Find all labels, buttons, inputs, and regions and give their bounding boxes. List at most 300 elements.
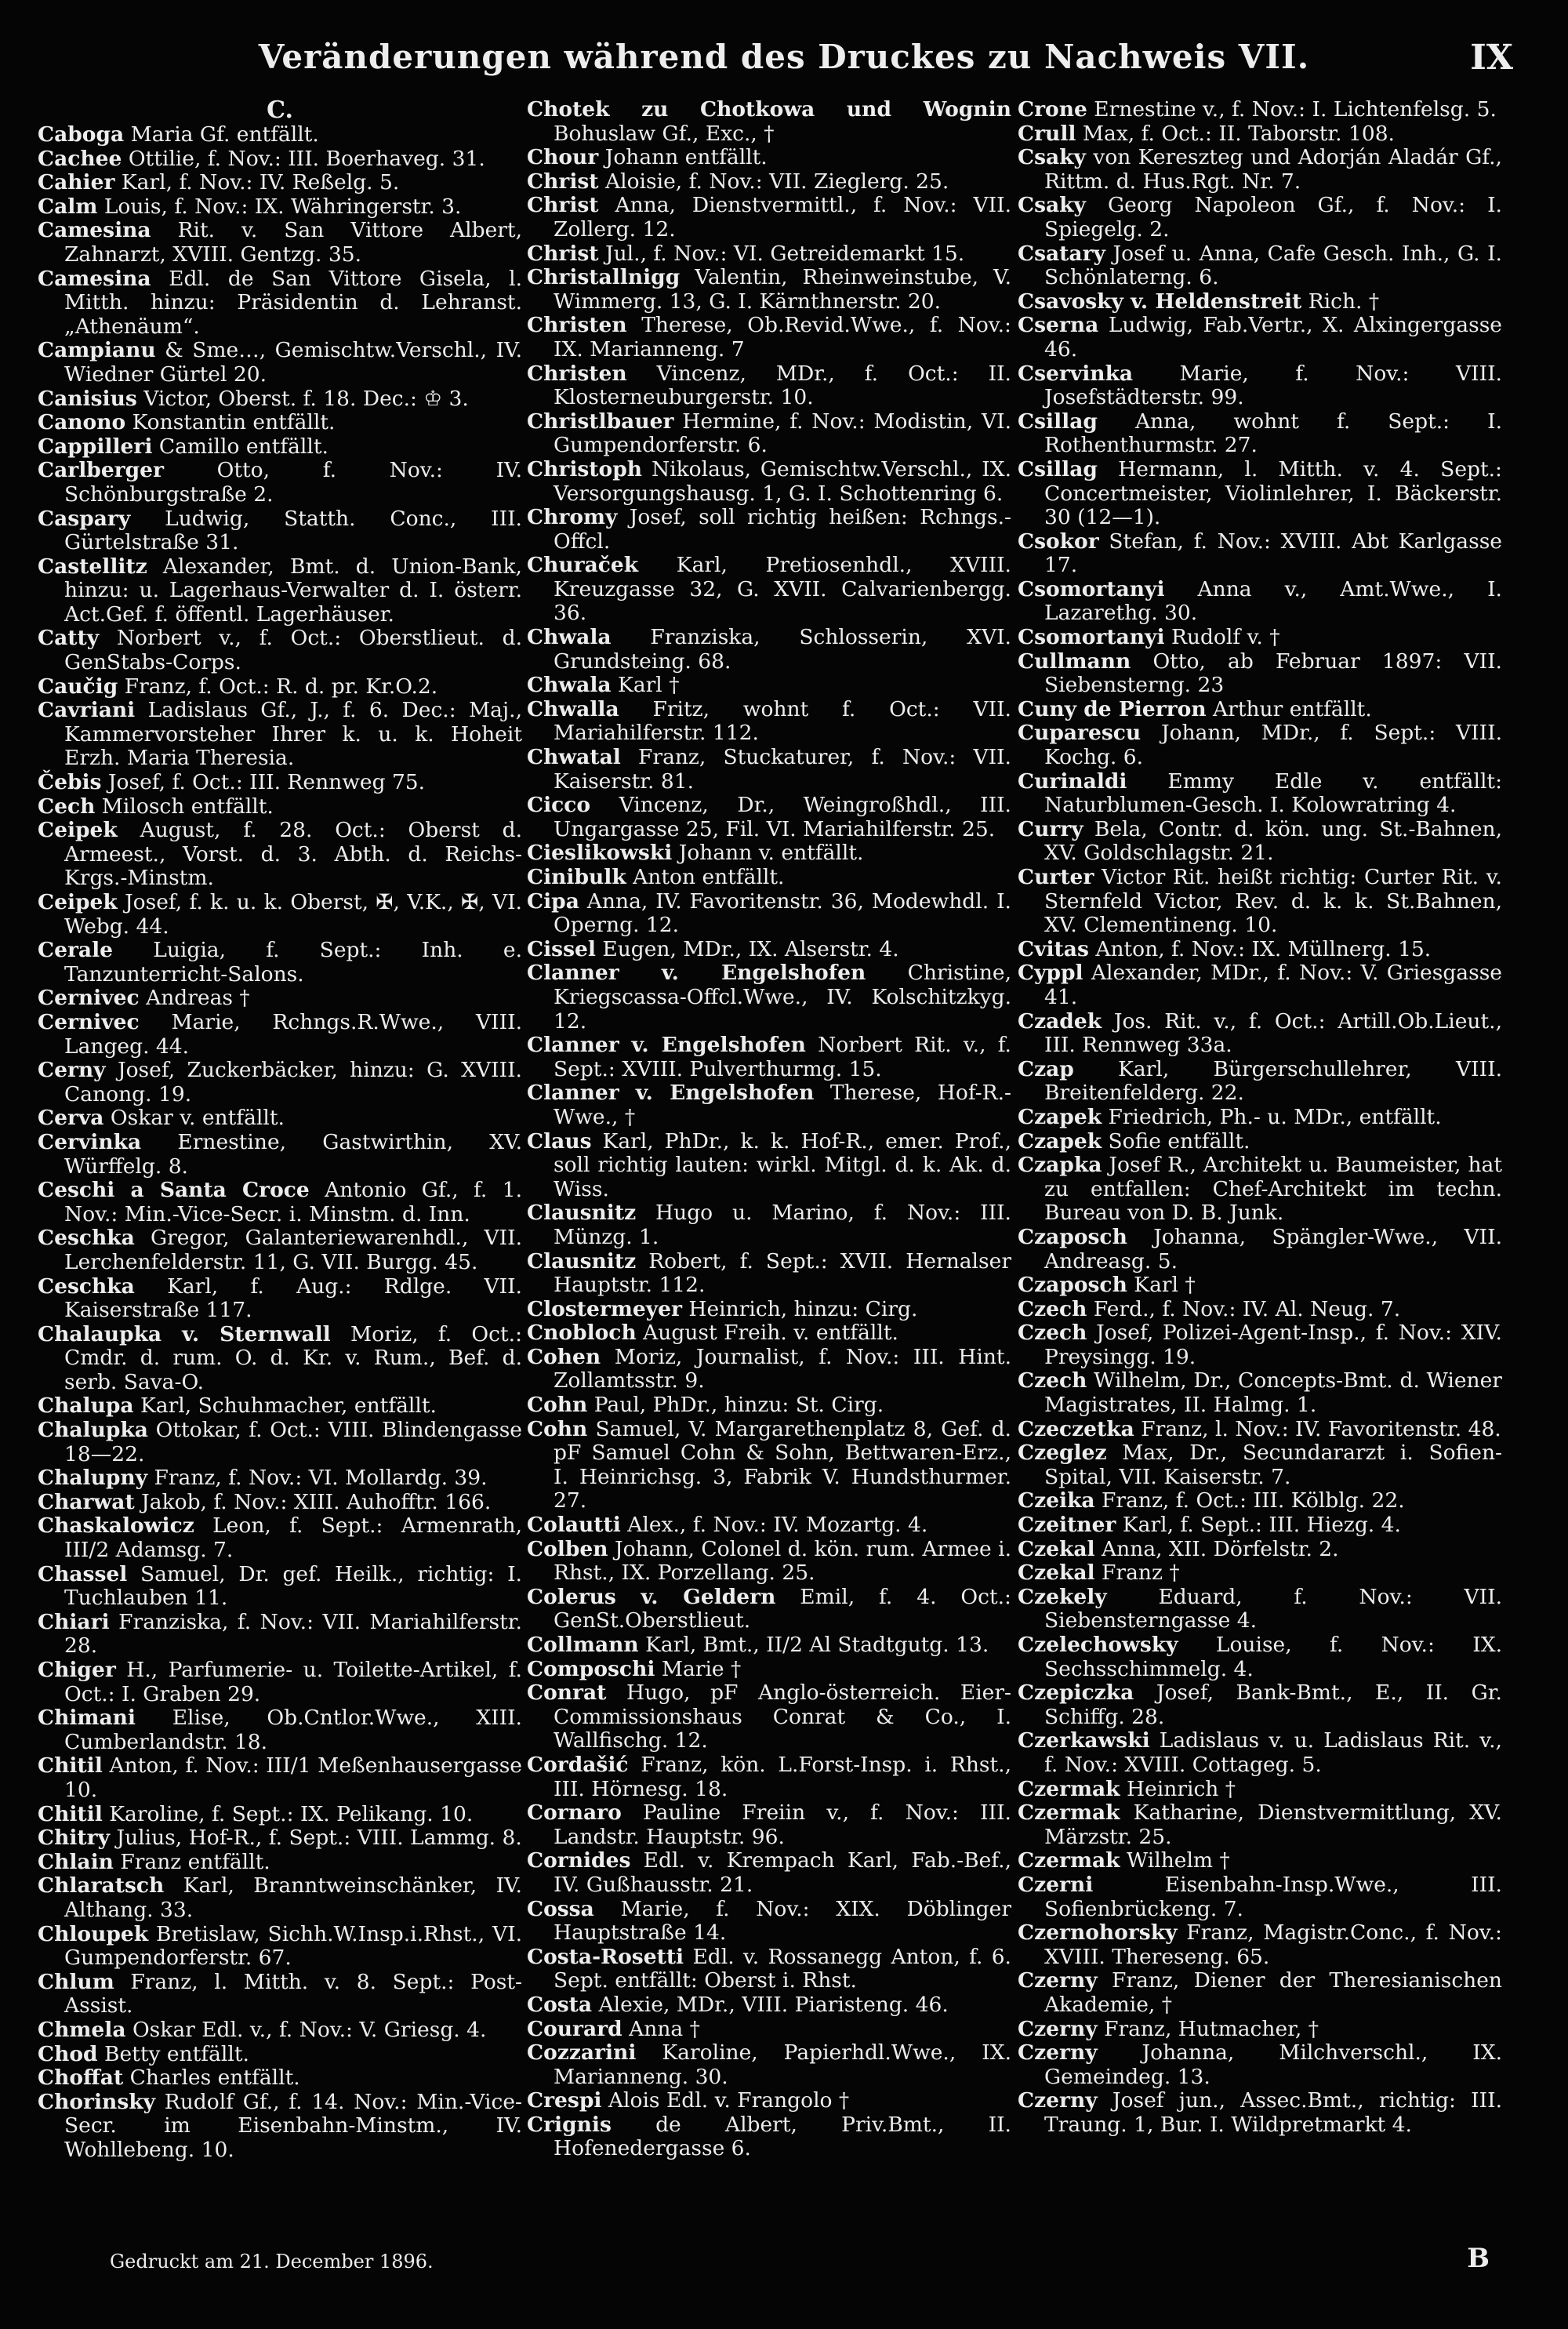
entry-name: Czeika xyxy=(1018,1488,1095,1513)
entry-name: Czerny xyxy=(1018,1968,1098,1993)
entry-name: Czap xyxy=(1018,1056,1074,1081)
directory-entry xyxy=(1018,1106,1502,1130)
entry-text: Ferd., f. Nov.: IV. Al. Neug. 7. xyxy=(1093,1296,1401,1321)
print-date: Gedruckt am 21. December 1896. xyxy=(110,2251,434,2273)
directory-entry xyxy=(527,2089,1011,2113)
directory-entry xyxy=(527,554,1011,626)
entry-name: Csavosky v. Heldenstreit xyxy=(1018,289,1302,314)
entry-text: Marie, Rchngs.R.Wwe., VIII. Langeg. 44. xyxy=(64,1009,522,1059)
entry-name: Czermak xyxy=(1018,1848,1120,1873)
entry-text: von Kereszteg und Adorján Aladár Gf., Rittm. d. Hus.Rgt. Nr. 7. xyxy=(1044,145,1502,194)
entry-text: Oskar Edl. v., f. Nov.: V. Griesg. 4. xyxy=(132,2017,487,2042)
entry-text: Johann, MDr., f. Sept.: VIII. Kochg. 6. xyxy=(1044,721,1502,770)
entry-name: Cvitas xyxy=(1018,936,1089,961)
entry-name: Canono xyxy=(38,410,126,435)
entry-name: Ceipek xyxy=(38,890,118,914)
entry-name: Cuny de Pierron xyxy=(1018,696,1207,721)
directory-entry xyxy=(1018,938,1502,962)
directory-entry xyxy=(527,1346,1011,1393)
entry-text: Eisenbahn-Insp.Wwe., III. Sofienbrückeng. 7. xyxy=(1044,1872,1502,1921)
entry-text: Josef, f. k. u. k. Oberst, ✠, V.K., ✠, VI. Webg. 44. xyxy=(64,890,522,939)
directory-entry xyxy=(38,339,522,387)
entry-name: Chotek zu Chotkowa und Wognin xyxy=(527,98,1011,122)
entry-text: Anna, XII. Dörfelstr. 2. xyxy=(1102,1536,1339,1561)
directory-entry xyxy=(38,123,522,147)
entry-text: Norbert v., f. Oct.: Oberstlieut. d. GenStabs-Corps. xyxy=(64,626,522,675)
directory-entry xyxy=(1018,530,1502,578)
directory-entry xyxy=(1018,146,1502,194)
entry-text: Hermine, f. Nov.: Modistin, VI. Gumpendorferstr. 6. xyxy=(554,409,1011,458)
entry-text: Louise, f. Nov.: IX. Sechsschimmelg. 4. xyxy=(1044,1633,1502,1681)
entry-name: Cozzarini xyxy=(527,2040,637,2066)
entry-name: Chimani xyxy=(38,1706,136,1731)
entry-text: Anna v., Amt.Wwe., I. Lazarethg. 30. xyxy=(1044,576,1502,626)
directory-entry xyxy=(38,267,522,340)
entry-name: Collmann xyxy=(527,1633,639,1657)
entry-name: Caspary xyxy=(38,506,131,531)
entry-text: Karl, PhDr., k. k. Hof-R., emer. Prof., soll richtig lauten: wirkl. Mitgl. d. k. Ak. d. Wiss. xyxy=(554,1128,1011,1201)
entry-name: Castellitz xyxy=(38,554,147,579)
entry-text: Josef, soll richtig heißen: Rchngs.-Offcl. xyxy=(554,505,1011,554)
directory-entry xyxy=(527,1034,1011,1081)
entry-name: Clausnitz xyxy=(527,1201,637,1226)
directory-entry xyxy=(527,1993,1011,2018)
directory-entry xyxy=(38,1826,522,1851)
entry-name: Chour xyxy=(527,145,599,170)
entry-text: Bretislaw, Sichh.W.Insp.i.Rhst., VI. Gumpendorferstr. 67. xyxy=(64,1921,522,1971)
entry-text: Norbert Rit. v., f. Sept.: XVIII. Pulverthurmg. 15. xyxy=(554,1033,1011,1081)
directory-entry xyxy=(1018,961,1502,1009)
entry-text: Hermann, l. Mitth. v. 4. Sept.: Concertmeister, Violinlehrer, I. Bäckerstr. 30 (12—1). xyxy=(1044,456,1502,530)
entry-text: Camillo entfällt. xyxy=(158,434,328,459)
directory-entry xyxy=(1018,1681,1502,1729)
entry-name: Csokor xyxy=(1018,529,1099,554)
entry-text: Georg Napoleon Gf., f. Nov.: I. Spiegelg. 2. xyxy=(1044,193,1502,242)
directory-entry xyxy=(38,2018,522,2043)
entry-name: Caučig xyxy=(38,674,118,699)
entry-text: & Sme…, Gemischtw.Verschl., IV. Wiedner Gürtel 20. xyxy=(64,338,522,387)
entry-name: Czapek xyxy=(1018,1104,1102,1129)
entry-name: Czech xyxy=(1018,1296,1087,1321)
entry-name: Cohn xyxy=(527,1416,588,1441)
entry-name: Curter xyxy=(1018,865,1094,889)
entry-text: Franz † xyxy=(1102,1561,1180,1586)
entry-name: Cerale xyxy=(38,938,114,963)
entry-name: Ceschka xyxy=(38,1226,135,1251)
entry-name: Cech xyxy=(38,794,96,819)
entry-name: Cachee xyxy=(38,146,122,171)
entry-text: Rudolf v. † xyxy=(1171,625,1280,650)
directory-entry xyxy=(1018,770,1502,818)
directory-entry xyxy=(527,1201,1011,1249)
entry-name: Cissel xyxy=(527,936,596,961)
entry-text: Josef, f. Oct.: III. Rennweg 75. xyxy=(107,770,426,795)
directory-entry xyxy=(527,794,1011,841)
directory-entry xyxy=(527,146,1011,170)
page-number: IX xyxy=(1470,38,1513,78)
directory-entry xyxy=(1018,866,1502,938)
entry-name: Chalaupka v. Sternwall xyxy=(38,1321,331,1346)
entry-text: Valentin, Rheinweinstube, V. Wimmerg. 13, G. I. Kärnthnerstr. 20. xyxy=(554,265,1011,314)
directory-entry xyxy=(38,819,522,891)
directory-entry xyxy=(1018,698,1502,722)
directory-entry xyxy=(1018,1298,1502,1322)
directory-entry xyxy=(1018,242,1502,290)
entry-name: Cernivec xyxy=(38,986,140,1011)
entry-name: Czepiczka xyxy=(1018,1680,1134,1706)
entry-text: Victor Rit. heißt richtig: Curter Rit. v. Sternfeld Victor, Rev. d. k. k. St.Bahnen, XV. Clementineng. 10. xyxy=(1044,865,1502,938)
entry-name: Christen xyxy=(527,361,627,386)
entry-text: Moriz, Journalist, f. Nov.: III. Hint. Zollamtsstr. 9. xyxy=(554,1344,1011,1393)
entry-text: Karl, Pretiosenhdl., XVIII. Kreuzgasse 32, G. XVII. Calvarienbergg. 36. xyxy=(554,553,1011,626)
entry-name: Cuparescu xyxy=(1018,721,1142,746)
signature-mark: B xyxy=(1467,2243,1490,2274)
entry-text: Milosch entfällt. xyxy=(101,794,274,819)
entry-text: Franziska, Schlosserin, XVI. Grundsteing. 68. xyxy=(554,625,1011,674)
entry-name: Cerny xyxy=(38,1058,106,1083)
directory-entry xyxy=(38,1659,522,1706)
entry-name: Czeitner xyxy=(1018,1513,1116,1538)
directory-entry xyxy=(1018,1921,1502,1969)
directory-entry xyxy=(38,1874,522,1922)
entry-name: Csaky xyxy=(1018,193,1086,218)
entry-name: Chwala xyxy=(527,625,612,650)
directory-entry xyxy=(1018,122,1502,147)
directory-entry xyxy=(38,2091,522,2163)
entry-text: Luigia, f. Sept.: Inh. e. Tanzunterricht-Salons. xyxy=(64,938,522,986)
directory-entry xyxy=(38,891,522,939)
entry-name: Cappilleri xyxy=(38,434,153,459)
directory-entry xyxy=(1018,1849,1502,1873)
directory-entry xyxy=(1018,1561,1502,1586)
entry-text: Vincenz, MDr., f. Oct.: II. Klosterneuburgerstr. 10. xyxy=(554,361,1011,410)
entry-text: Bohuslaw Gf., Exc., † xyxy=(554,121,775,146)
entry-text: August Freih. v. entfällt. xyxy=(643,1321,898,1346)
directory-entry xyxy=(38,771,522,795)
entry-text: Therese, Ob.Revid.Wwe., f. Nov.: IX. Marianneng. 7 xyxy=(554,313,1011,362)
entry-name: Cossa xyxy=(527,1896,594,1921)
entry-text: Rudolf Gf., f. 14. Nov.: Min.-Vice-Secr. im Eisenbahn-Minstm., IV. Wohllebeng. 10. xyxy=(64,2089,522,2162)
entry-name: Csomortanyi xyxy=(1018,576,1165,601)
entry-name: Choffat xyxy=(38,2066,124,2091)
directory-entry xyxy=(1018,1873,1502,1921)
entry-text: Andreas † xyxy=(146,986,250,1011)
page-footer xyxy=(47,2235,1521,2282)
entry-name: Composchi xyxy=(527,1656,655,1681)
entry-name: Czerny xyxy=(1018,2088,1098,2113)
entry-text: Anna, wohnt f. Sept.: I. Rothenthurmstr. 27. xyxy=(1044,409,1502,458)
directory-entry xyxy=(1018,1513,1502,1538)
entry-name: Ceipek xyxy=(38,818,118,843)
entry-text: Betty entfällt. xyxy=(104,2041,249,2066)
entry-text: Franziska, f. Nov.: VII. Mariahilferstr. 28. xyxy=(64,1609,522,1659)
directory-entry xyxy=(38,1563,522,1611)
directory-entry xyxy=(38,1419,522,1466)
entry-name: Chlain xyxy=(38,1849,114,1874)
entry-text: Franz, kön. L.Forst-Insp. i. Rhst., III. Hörnesg. 18. xyxy=(554,1752,1011,1801)
entry-name: Cohen xyxy=(527,1344,601,1369)
directory-entry xyxy=(1018,1226,1502,1274)
entry-text: Hugo, pF Anglo-österreich. Eier-Commissionshaus Conrat & Co., I. Wallfischg. 12. xyxy=(554,1680,1011,1753)
entry-name: Costa-Rosetti xyxy=(527,1944,684,1969)
entry-text: Franz, f. Oct.: III. Kölblg. 22. xyxy=(1102,1488,1405,1513)
entry-text: Anna, Dienstvermittl., f. Nov.: VII. Zollerg. 12. xyxy=(554,193,1011,242)
entry-name: Czerkawski xyxy=(1018,1728,1150,1753)
entry-name: Czeczetka xyxy=(1018,1416,1134,1441)
directory-entry xyxy=(527,1081,1011,1129)
entry-name: Chitil xyxy=(38,1801,103,1826)
entry-text: Vincenz, Dr., Weingroßhdl., III. Ungargasse 25, Fil. VI. Mariahilferstr. 25. xyxy=(554,793,1011,841)
entry-name: Czapek xyxy=(1018,1128,1102,1154)
directory-entry xyxy=(1018,818,1502,866)
entry-name: Chloupek xyxy=(38,1921,149,1946)
entry-name: Cervinka xyxy=(38,1129,142,1154)
directory-entry xyxy=(1018,1729,1502,1777)
entry-text: Alexander, Bmt. d. Union-Bank, hinzu: u. Lagerhaus-Verwalter d. I. österr. Act.Gef. f. öffentl. Lagerhäuser. xyxy=(64,554,522,627)
entry-name: Cavriani xyxy=(38,698,136,723)
entry-text: Victor, Oberst. f. 18. Dec.: ♔ 3. xyxy=(143,386,469,411)
entry-name: Czech xyxy=(1018,1321,1087,1346)
directory-entry xyxy=(38,675,522,699)
entry-text: Fritz, wohnt f. Oct.: VII. Mariahilferstr. 112. xyxy=(554,696,1011,746)
entry-name: Canisius xyxy=(38,386,137,411)
directory-entry xyxy=(38,1323,522,1395)
entry-name: Czelechowsky xyxy=(1018,1633,1178,1657)
entry-name: Czekal xyxy=(1018,1536,1095,1561)
entry-text: Alexander, MDr., f. Nov.: V. Griesgasse 41. xyxy=(1044,961,1502,1009)
entry-text: Emmy Edle v. entfällt: Naturblumen-Gesch. I. Kolowratring 4. xyxy=(1044,768,1502,818)
directory-entry xyxy=(1018,2089,1502,2137)
directory-entry xyxy=(1018,194,1502,242)
directory-entry xyxy=(1018,1441,1502,1489)
directory-entry xyxy=(527,362,1011,410)
entry-name: Crespi xyxy=(527,2088,602,2113)
entry-name: Cerva xyxy=(38,1106,104,1131)
entry-name: Chromy xyxy=(527,505,618,530)
entry-text: Wilhelm † xyxy=(1126,1848,1230,1873)
entry-text: Max, Dr., Secundararzt i. Sofien-Spital, VII. Kaiserstr. 7. xyxy=(1044,1441,1502,1489)
entry-name: Czekal xyxy=(1018,1561,1095,1586)
directory-entry xyxy=(38,1611,522,1659)
directory-entry xyxy=(38,1466,522,1491)
directory-entry xyxy=(527,1130,1011,1202)
directory-entry xyxy=(527,1298,1011,1322)
entry-text: Paul, PhDr., hinzu: St. Cirg. xyxy=(593,1393,884,1418)
directory-entry xyxy=(1018,1274,1502,1298)
directory-entry xyxy=(38,1059,522,1106)
entry-name: Camesina xyxy=(38,266,151,291)
entry-text: Otto, f. Nov.: IV. Schönburgstraße 2. xyxy=(64,458,522,507)
entry-text: Alois Edl. v. Frangolo † xyxy=(608,2088,850,2113)
entry-name: Clanner v. Engelshofen xyxy=(527,1033,806,1058)
entry-text: Marie † xyxy=(661,1656,742,1681)
entry-name: Cornaro xyxy=(527,1800,622,1826)
entry-name: Chiger xyxy=(38,1658,116,1682)
directory-entry xyxy=(38,459,522,507)
entry-text: Sofie entfällt. xyxy=(1108,1128,1250,1154)
entry-name: Chwalla xyxy=(527,696,619,721)
directory-entry xyxy=(1018,290,1502,314)
entry-text: Alex., f. Nov.: IV. Mozartg. 4. xyxy=(627,1513,928,1538)
entry-name: Čebis xyxy=(38,770,102,795)
directory-entry xyxy=(527,1633,1011,1658)
directory-entry xyxy=(527,194,1011,242)
entry-text: Franz, Diener der Theresianischen Akademie, † xyxy=(1044,1968,1502,2017)
entry-name: Czerni xyxy=(1018,1872,1094,1897)
entry-text: H., Parfumerie- u. Toilette-Artikel, f. Oct.: I. Graben 29. xyxy=(64,1658,522,1706)
directory-entry xyxy=(1018,1538,1502,1562)
directory-entry xyxy=(38,2043,522,2067)
directory-entry xyxy=(38,1179,522,1226)
entry-name: Cyppl xyxy=(1018,961,1083,986)
directory-entry xyxy=(527,2113,1011,2161)
entry-name: Caboga xyxy=(38,122,125,147)
directory-entry xyxy=(1018,362,1502,410)
entry-text: Otto, ab Februar 1897: VII. Siebensterng. 23 xyxy=(1044,649,1502,698)
entry-name: Chwatal xyxy=(527,745,621,770)
directory-entry xyxy=(38,2066,522,2091)
entry-name: Czerny xyxy=(1018,2040,1098,2066)
directory-entry xyxy=(1018,650,1502,698)
entry-text: Charles entfällt. xyxy=(129,2066,300,2091)
entry-text: Anton, f. Nov.: III/1 Meßenhausergasse 10. xyxy=(64,1753,522,1802)
entry-text: Karl, f. Sept.: III. Hiezg. 4. xyxy=(1122,1513,1401,1538)
directory-entry xyxy=(38,387,522,412)
entry-name: Catty xyxy=(38,626,100,651)
entry-text: Friedrich, Ph.- u. MDr., entfällt. xyxy=(1108,1104,1442,1129)
directory-entry xyxy=(527,1658,1011,1682)
entry-text: Robert, f. Sept.: XVII. Hernalser Hauptstr. 112. xyxy=(554,1248,1011,1298)
entry-text: Rich. † xyxy=(1308,289,1380,314)
entry-name: Campianu xyxy=(38,338,156,363)
directory-entry xyxy=(527,266,1011,314)
directory-entry xyxy=(527,674,1011,698)
column-3 xyxy=(1018,98,1502,2231)
directory-entry xyxy=(1018,1586,1502,1633)
directory-entry xyxy=(1018,626,1502,650)
directory-entry xyxy=(527,1418,1011,1513)
directory-entry xyxy=(38,1514,522,1562)
entry-text: Samuel, V. Margarethenplatz 8, Gef. d. pF Samuel Cohn & Sohn, Bettwaren-Erz., I. Heinrichsg. 3, Fabrik V. Hundsthurmer. 27. xyxy=(554,1416,1011,1513)
entry-name: Chalupa xyxy=(38,1393,134,1419)
entry-name: Clausnitz xyxy=(527,1248,637,1274)
directory-entry xyxy=(38,195,522,220)
entry-text: Ottilie, f. Nov.: III. Boerhaveg. 31. xyxy=(128,146,485,171)
entry-text: Anton, f. Nov.: IX. Müllnerg. 15. xyxy=(1095,936,1432,961)
entry-text: Gregor, Galanteriewarenhdl., VII. Lerchenfelderstr. 11, G. VII. Burgg. 45. xyxy=(64,1226,522,1274)
entry-text: Ottokar, f. Oct.: VIII. Blindengasse 18—22. xyxy=(64,1418,522,1466)
directory-entry xyxy=(527,1538,1011,1586)
directory-entry xyxy=(1018,2018,1502,2042)
directory-entry xyxy=(1018,1418,1502,1442)
entry-text: Ladislaus v. u. Ladislaus Rit. v., f. Nov.: XVIII. Cottageg. 5. xyxy=(1044,1728,1502,1777)
directory-entry xyxy=(1018,1801,1502,1849)
entry-name: Cohn xyxy=(527,1393,588,1418)
directory-entry xyxy=(38,1011,522,1059)
entry-name: Chalupka xyxy=(38,1418,148,1443)
entry-name: Calm xyxy=(38,194,98,219)
entry-name: Cicco xyxy=(527,793,591,818)
entry-name: Crull xyxy=(1018,121,1076,146)
entry-name: Chlum xyxy=(38,1969,114,1994)
directory-entry xyxy=(38,1106,522,1131)
entry-text: Josef u. Anna, Cafe Gesch. Inh., G. I. Schönlaterng. 6. xyxy=(1044,241,1502,290)
directory-entry xyxy=(1018,1321,1502,1369)
entry-name: Curinaldi xyxy=(1018,768,1127,794)
directory-entry xyxy=(1018,1010,1502,1058)
entry-name: Cinibulk xyxy=(527,865,626,889)
entry-name: Ceschka xyxy=(38,1274,135,1299)
entry-name: Czech xyxy=(1018,1368,1087,1393)
entry-text: Josef, Polizei-Agent-Insp., f. Nov.: XIV. Preysingg. 19. xyxy=(1044,1321,1502,1369)
entry-text: Karl † xyxy=(1134,1273,1196,1298)
directory-entry xyxy=(527,1321,1011,1346)
directory-entry xyxy=(38,1131,522,1179)
entry-text: Edl. v. Krempach Karl, Fab.-Bef., IV. Gußhausstr. 21. xyxy=(554,1848,1011,1897)
entry-name: Cnobloch xyxy=(527,1321,637,1346)
entry-name: Cservinka xyxy=(1018,361,1134,386)
entry-text: Max, f. Oct.: II. Taborstr. 108. xyxy=(1082,121,1395,146)
directory-entry xyxy=(527,961,1011,1034)
entry-text: Alexie, MDr., VIII. Piaristeng. 46. xyxy=(598,1992,949,2017)
entry-text: Franz entfällt. xyxy=(120,1849,270,1874)
entry-text: Johann v. entfällt. xyxy=(678,841,864,866)
directory-entry xyxy=(38,986,522,1011)
entry-text: Arthur entfällt. xyxy=(1213,696,1372,721)
entry-text: Therese, Hof-R.-Wwe., † xyxy=(554,1081,1011,1129)
entry-text: Rit. v. San Vittore Albert, Zahnarzt, XVIII. Gentzg. 35. xyxy=(64,218,522,267)
entry-text: Karoline, f. Sept.: IX. Pelikang. 10. xyxy=(109,1801,474,1826)
directory-entry xyxy=(38,219,522,267)
entry-text: Karl, Schuhmacher, entfällt. xyxy=(140,1393,437,1419)
entry-text: Eugen, MDr., IX. Alserstr. 4. xyxy=(602,936,899,961)
directory-entry xyxy=(527,866,1011,890)
entry-name: Csaky xyxy=(1018,145,1086,170)
entry-text: Karl, f. Nov.: IV. Reßelg. 5. xyxy=(121,170,400,195)
entry-text: Karl, Bürgerschullehrer, VIII. Breitenfelderg. 22. xyxy=(1044,1056,1502,1106)
directory-entry xyxy=(1018,410,1502,458)
entry-text: Johann, Colonel d. kön. rum. Armee i. Rhst., IX. Porzellang. 25. xyxy=(554,1536,1011,1586)
entry-name: Czermak xyxy=(1018,1800,1120,1826)
directory-entry xyxy=(527,2018,1011,2042)
directory-entry xyxy=(38,795,522,819)
directory-entry xyxy=(527,1753,1011,1801)
entry-name: Cieslikowski xyxy=(527,841,673,866)
directory-entry xyxy=(527,458,1011,506)
entry-text: Johanna, Spängler-Wwe., VII. Andreasg. 5. xyxy=(1044,1224,1502,1274)
directory-entry xyxy=(38,507,522,555)
directory-entry xyxy=(527,1898,1011,1946)
entry-name: Curry xyxy=(1018,816,1083,841)
entry-name: Charwat xyxy=(38,1489,135,1514)
entry-text: Jul., f. Nov.: VI. Getreidemarkt 15. xyxy=(604,241,965,266)
entry-name: Czaposch xyxy=(1018,1273,1127,1298)
entry-text: Karl † xyxy=(618,673,680,698)
entry-text: Franz, f. Oct.: R. d. pr. Kr.O.2. xyxy=(124,674,438,699)
entry-text: Ludwig, Statth. Conc., III. Gürtelstraße 31. xyxy=(64,506,522,555)
entry-text: Maria Gf. entfällt. xyxy=(130,122,319,147)
entry-name: Cornides xyxy=(527,1848,631,1873)
entry-text: de Albert, Priv.Bmt., II. Hofenedergasse 6. xyxy=(554,2112,1011,2161)
entry-name: Czernohorsky xyxy=(1018,1920,1178,1946)
entry-text: Heinrich, hinzu: Cirg. xyxy=(688,1296,918,1321)
entry-name: Cserna xyxy=(1018,313,1099,338)
directory-entry xyxy=(527,410,1011,458)
entry-text: Bela, Contr. d. kön. ung. St.-Bahnen, XV. Goldschlagstr. 21. xyxy=(1044,816,1502,866)
entry-name: Cernivec xyxy=(38,1009,140,1034)
entry-text: Christine, Kriegscassa-Offcl.Wwe., IV. Kolschitzkyg. 12. xyxy=(554,961,1011,1034)
entry-name: Csomortanyi xyxy=(1018,625,1165,650)
